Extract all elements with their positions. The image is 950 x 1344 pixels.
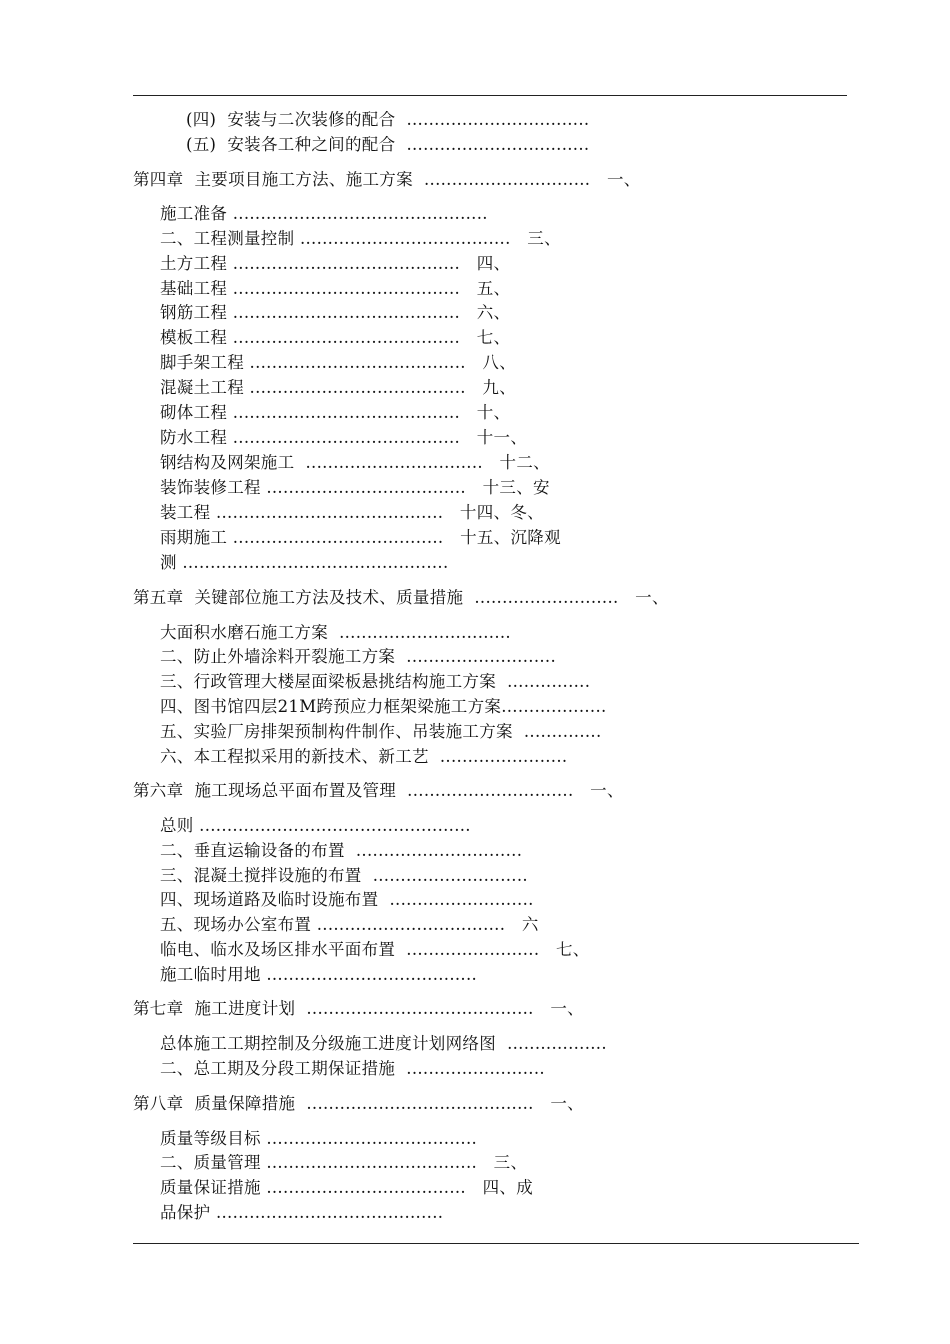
toc-line[interactable]: 二、防止外墙涂料开裂施工方案 ........................... [160, 647, 557, 666]
toc-line[interactable]: 三、混凝土搅拌设施的布置 ............................ [160, 866, 528, 885]
toc-line[interactable]: 五、现场办公室布置 .................................. 六 [160, 915, 539, 934]
toc-line[interactable]: 四、图书馆四层21M跨预应力框架梁施工方案................... [160, 697, 607, 716]
toc-line[interactable]: 混凝土工程 ....................................... 九、 [160, 378, 517, 397]
toc-line[interactable]: 施工准备 .............................................. [160, 204, 488, 223]
toc-line[interactable]: (五) 安装各工种之间的配合 ................................. [186, 135, 590, 154]
toc-line[interactable]: 脚手架工程 ....................................... 八、 [160, 353, 517, 372]
toc-line[interactable]: 四、现场道路及临时设施布置 .......................... [160, 890, 534, 909]
toc-line[interactable]: 装饰装修工程 .................................... 十三、安 [160, 478, 550, 497]
toc-line[interactable]: 基础工程 ......................................... 五、 [160, 279, 511, 298]
toc-line[interactable]: 质量保证措施 .................................... 四、成 [160, 1178, 533, 1197]
toc-line[interactable]: 装工程 ......................................... 十四、冬、 [160, 503, 544, 522]
toc-line[interactable]: 临电、临水及场区排水平面布置 ........................ 七、 [160, 940, 590, 959]
toc-line[interactable]: 品保护 ......................................... [160, 1203, 444, 1222]
toc-line[interactable]: 五、实验厂房排架预制构件制作、吊装施工方案 .............. [160, 722, 602, 741]
toc-line[interactable]: 钢结构及网架施工 ................................ 十二、 [160, 453, 550, 472]
toc-line[interactable]: 测 ................................................ [160, 553, 449, 572]
toc-line[interactable]: 总体施工工期控制及分级施工进度计划网络图 .................. [160, 1034, 607, 1053]
toc-line[interactable]: 二、垂直运输设备的布置 .............................. [160, 841, 523, 860]
toc-line[interactable]: 第五章 关键部位施工方法及技术、质量措施 .......................... 一、 [133, 588, 669, 607]
toc-line[interactable]: 模板工程 ......................................... 七、 [160, 328, 511, 347]
toc-line[interactable]: 二、工程测量控制 ...................................... 三、 [160, 229, 561, 248]
toc-line[interactable]: 雨期施工 ...................................... 十五、沉降观 [160, 528, 561, 547]
toc-line[interactable]: 第八章 质量保障措施 ......................................... 一、 [133, 1094, 584, 1113]
toc-line[interactable]: 防水工程 ......................................... 十一、 [160, 428, 528, 447]
toc-line[interactable]: 施工临时用地 ...................................... [160, 965, 478, 984]
header-rule [133, 95, 847, 96]
toc-line[interactable]: 质量等级目标 ...................................... [160, 1129, 478, 1148]
toc-line[interactable]: 大面积水磨石施工方案 ............................... [160, 623, 511, 642]
toc-line[interactable]: 砌体工程 ......................................... 十、 [160, 403, 511, 422]
toc-line[interactable]: 钢筋工程 ......................................... 六、 [160, 303, 511, 322]
toc-line[interactable]: (四) 安装与二次装修的配合 ................................. [186, 110, 590, 129]
toc-line[interactable]: 土方工程 ......................................... 四、 [160, 254, 511, 273]
toc-line[interactable]: 二、质量管理 ...................................... 三、 [160, 1153, 528, 1172]
toc-line[interactable]: 二、总工期及分段工期保证措施 ......................... [160, 1059, 545, 1078]
toc-line[interactable]: 六、本工程拟采用的新技术、新工艺 ....................... [160, 747, 568, 766]
toc-line[interactable]: 第六章 施工现场总平面布置及管理 .............................. 一、 [133, 781, 624, 800]
toc-line[interactable]: 总则 ................................................. [160, 816, 471, 835]
toc-line[interactable]: 第七章 施工进度计划 ......................................... 一、 [133, 999, 584, 1018]
footer-rule [133, 1243, 859, 1244]
toc-line[interactable]: 三、行政管理大楼屋面梁板悬挑结构施工方案 ............... [160, 672, 591, 691]
toc-line[interactable]: 第四章 主要项目施工方法、施工方案 .............................. 一、 [133, 170, 641, 189]
